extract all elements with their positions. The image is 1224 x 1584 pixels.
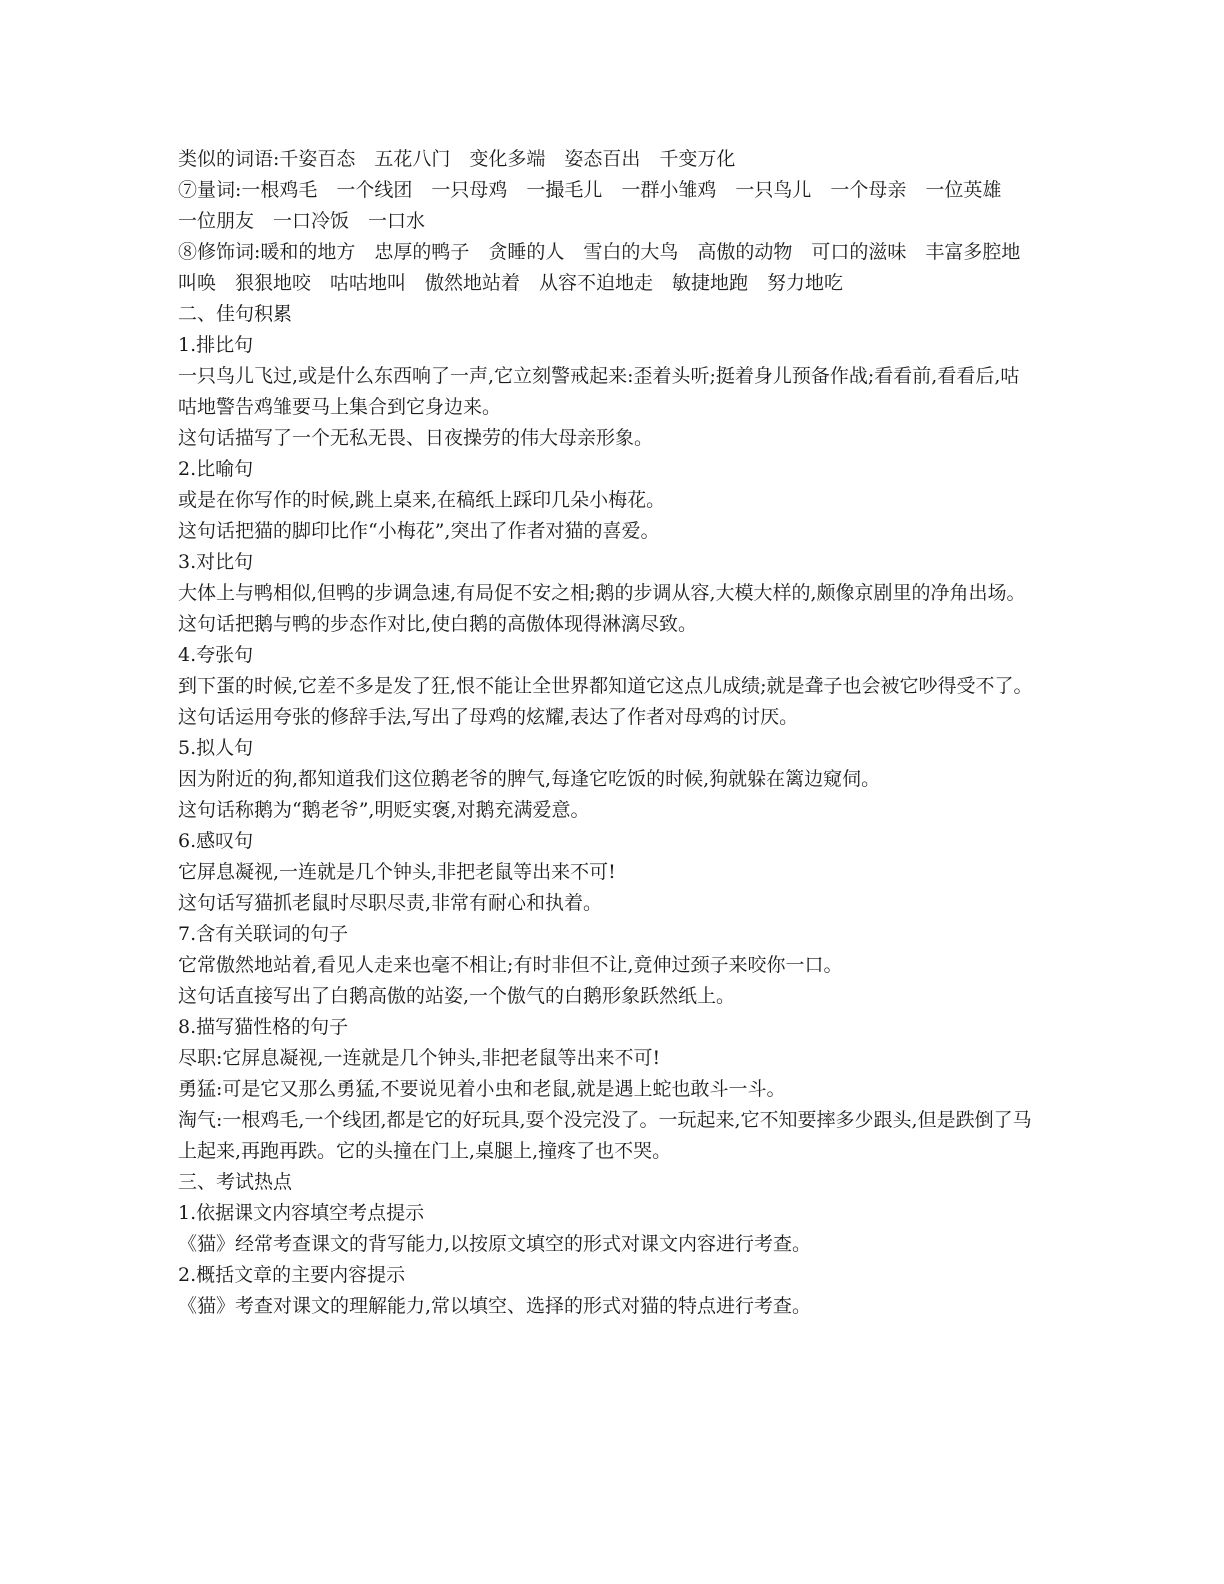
sub-heading-hyperbole: 4.夸张句 xyxy=(178,644,254,666)
sub-heading-contrast: 3.对比句 xyxy=(178,551,254,573)
similar-words-line: 类似的词语:千姿百态 五花八门 变化多端 姿态百出 千变万化 xyxy=(178,148,736,170)
sentence-comment: 这句话描写了一个无私无畏、日夜操劳的伟大母亲形象。 xyxy=(178,427,654,449)
document-page xyxy=(178,144,1038,1322)
sentence-comment: 这句话直接写出了白鹅高傲的站姿,一个傲气的白鹅形象跃然纸上。 xyxy=(178,985,736,1007)
exam-tip: 《猫》经常考查课文的背写能力,以按原文填空的形式对课文内容进行考查。 xyxy=(178,1233,812,1255)
sentence-comment: 这句话写猫抓老鼠时尽职尽责,非常有耐心和执着。 xyxy=(178,892,603,914)
example-sentence: 或是在你写作的时候,跳上桌来,在稿纸上踩印几朵小梅花。 xyxy=(178,489,666,511)
example-sentence: 它常傲然地站着,看见人走来也毫不相让;有时非但不让,竟伸过颈子来咬你一口。 xyxy=(178,954,843,976)
sub-heading-fill-blank: 1.依据课文内容填空考点提示 xyxy=(178,1202,425,1224)
cat-trait-dutiful: 尽职:它屏息凝视,一连就是几个钟头,非把老鼠等出来不可! xyxy=(178,1047,661,1069)
sub-heading-personification: 5.拟人句 xyxy=(178,737,254,759)
sub-heading-parallelism: 1.排比句 xyxy=(178,334,254,356)
exam-tip: 《猫》考查对课文的理解能力,常以填空、选择的形式对猫的特点进行考查。 xyxy=(178,1295,812,1317)
cat-trait-brave: 勇猛:可是它又那么勇猛,不要说见着小虫和老鼠,就是遇上蛇也敢斗一斗。 xyxy=(178,1078,786,1100)
example-sentence: 一只鸟儿飞过,或是什么东西响了一声,它立刻警戒起来:歪着头听;挺着身儿预备作战;看看前,看看后,咕咕地警告鸡雏要马上集合到它身边来。 xyxy=(178,365,1020,418)
measure-words-line: ⑦量词:一根鸡毛 一个线团 一只母鸡 一撮毛儿 一群小雏鸡 一只鸟儿 一个母亲 一位英雄 一位朋友 一口冷饭 一口水 xyxy=(178,179,1021,232)
cat-trait-naughty: 淘气:一根鸡毛,一个线团,都是它的好玩具,耍个没完没了。一玩起来,它不知要摔多少跟头,但是跌倒了马上起来,再跑再跌。它的头撞在门上,桌腿上,撞疼了也不哭。 xyxy=(178,1109,1032,1162)
sentence-comment: 这句话把鹅与鸭的步态作对比,使白鹅的高傲体现得淋漓尽致。 xyxy=(178,613,698,635)
sub-heading-simile: 2.比喻句 xyxy=(178,458,254,480)
sentence-comment: 这句话运用夸张的修辞手法,写出了母鸡的炫耀,表达了作者对母鸡的讨厌。 xyxy=(178,706,799,728)
section-heading-exam: 三、考试热点 xyxy=(178,1171,293,1193)
example-sentence: 到下蛋的时候,它差不多是发了狂,恨不能让全世界都知道它这点儿成绩;就是聋子也会被它吵得受不了。 xyxy=(178,675,1033,697)
section-heading-sentences: 二、佳句积累 xyxy=(178,303,293,325)
example-sentence: 大体上与鸭相似,但鸭的步调急速,有局促不安之相;鹅的步调从容,大模大样的,颇像京剧里的净角出场。 xyxy=(178,582,1026,604)
sub-heading-summary: 2.概括文章的主要内容提示 xyxy=(178,1264,406,1286)
sentence-comment: 这句话把猫的脚印比作“小梅花”,突出了作者对猫的喜爱。 xyxy=(178,520,660,542)
sub-heading-cat-character: 8.描写猫性格的句子 xyxy=(178,1016,349,1038)
sub-heading-exclamation: 6.感叹句 xyxy=(178,830,254,852)
sentence-comment: 这句话称鹅为“鹅老爷”,明贬实褒,对鹅充满爱意。 xyxy=(178,799,590,821)
example-sentence: 它屏息凝视,一连就是几个钟头,非把老鼠等出来不可! xyxy=(178,861,616,883)
modifier-words-line: ⑧修饰词:暖和的地方 忠厚的鸭子 贪睡的人 雪白的大鸟 高傲的动物 可口的滋味 丰富多腔地叫唤 狠狠地咬 咕咕地叫 傲然地站着 从容不迫地走 敏捷地跑 努力地吃 xyxy=(178,241,1021,294)
sub-heading-conjunctions: 7.含有关联词的句子 xyxy=(178,923,349,945)
example-sentence: 因为附近的狗,都知道我们这位鹅老爷的脾气,每逢它吃饭的时候,狗就躲在篱边窥伺。 xyxy=(178,768,881,790)
